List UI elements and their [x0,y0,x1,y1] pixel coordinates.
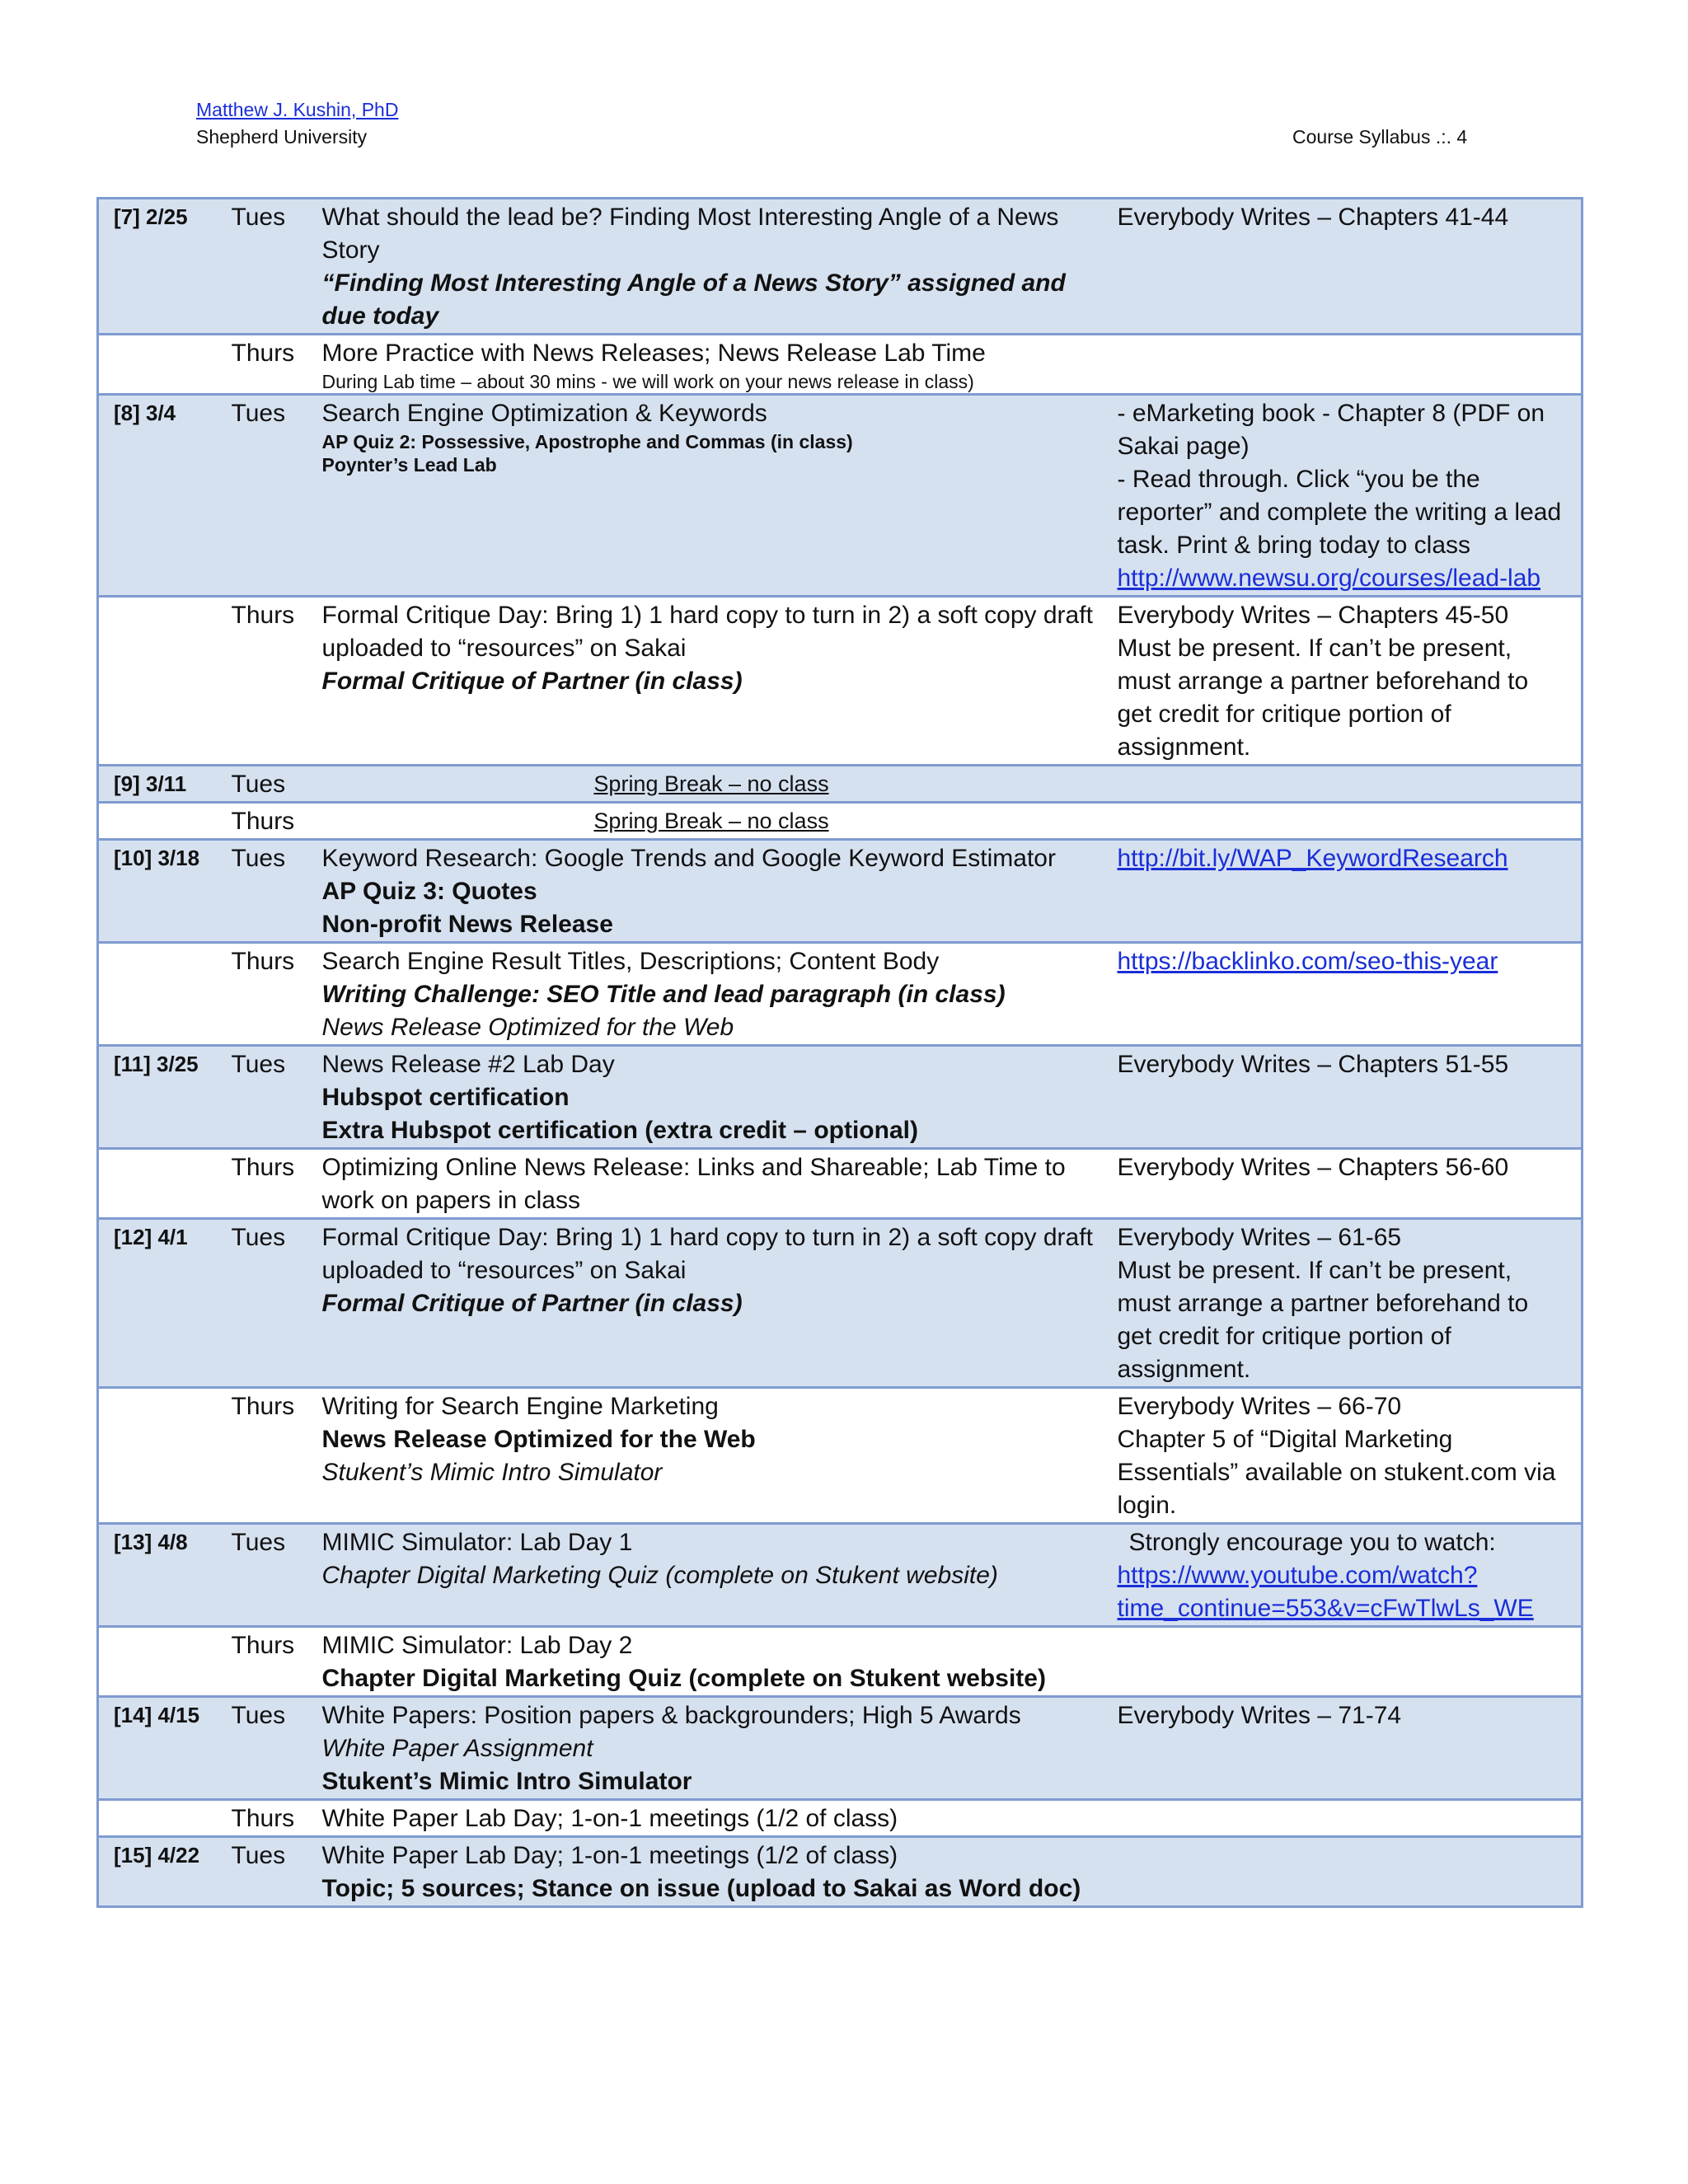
topic-line: Stukent’s Mimic Intro Simulator [321,1459,663,1486]
topic-cell [322,766,1118,803]
week-date-cell: [11] 3/25 [98,1046,232,1149]
schedule-row [98,395,1582,597]
reading-cell [1118,943,1582,1046]
topic-cell [322,1219,1118,1388]
reading-cell [1118,840,1582,943]
schedule-row [98,1837,1582,1907]
topic-line: Hubspot certification [321,1084,570,1111]
topic-line: MIMIC Simulator: Lab Day 1 [321,1529,633,1556]
day-cell: Tues [232,199,322,335]
reading-line: Must be present. If can’t be present, must arrange a partner beforehand to get credit for critique portion of assignment. [1117,635,1529,761]
topic-cell [322,1627,1118,1697]
topic-line: Optimizing Online News Release: Links and Shareable; Lab Time to work on papers in class [321,1154,1066,1214]
day-cell: Tues [232,1697,322,1800]
reading-cell [1118,766,1582,803]
reading-line: - eMarketing book - Chapter 8 (PDF on Sakai page) [1117,400,1545,460]
reading-cell [1118,1524,1582,1627]
reading-cell [1118,1046,1582,1149]
reading-line: - Read through. Click “you be the reporter” and complete the writing a lead task. Print & bring today to class [1117,466,1562,559]
topic-cell [322,1800,1118,1837]
day-cell: Thurs [232,1800,322,1837]
topic-cell [322,1149,1118,1219]
week-date-cell: [7] 2/25 [98,199,232,335]
resource-link[interactable]: http://bit.ly/WAP_KeywordResearch [1117,845,1508,872]
week-date-cell [98,1388,232,1524]
day-cell: Thurs [232,803,322,840]
topic-cell [322,395,1118,597]
reading-cell [1118,1837,1582,1907]
schedule-row [98,943,1582,1046]
topic-line: Spring Break – no class [593,771,829,796]
reading-line: Everybody Writes – Chapters 45-50 [1117,602,1509,629]
resource-link[interactable]: http://www.newsu.org/courses/lead-lab [1117,565,1541,592]
reading-cell [1118,1388,1582,1524]
reading-cell [1118,199,1582,335]
day-cell: Thurs [232,335,322,395]
reading-line: Chapter 5 of “Digital Marketing Essentials” available on stukent.com via login. [1117,1426,1556,1519]
reading-line: Strongly encourage you to watch: [1128,1529,1496,1556]
schedule-row [98,840,1582,943]
topic-line: Spring Break – no class [593,808,829,833]
topic-line: Extra Hubspot certification (extra credit – optional) [321,1117,918,1144]
week-date-cell: [10] 3/18 [98,840,232,943]
topic-line: White Paper Lab Day; 1-on-1 meetings (1/2 of class) [321,1805,898,1832]
topic-cell [322,803,1118,840]
week-date-cell: [13] 4/8 [98,1524,232,1627]
topic-cell [322,1388,1118,1524]
resource-link[interactable]: https://www.youtube.com/watch?time_continue=553&v=cFwTlwLs_WE [1117,1562,1534,1622]
topic-line: What should the lead be? Finding Most Interesting Angle of a News Story [321,204,1059,264]
schedule-row [98,1149,1582,1219]
resource-link[interactable]: https://backlinko.com/seo-this-year [1117,948,1498,975]
reading-cell [1118,335,1582,395]
topic-line: Formal Critique Day: Bring 1) 1 hard copy to turn in 2) a soft copy draft uploaded to “resources” on Sakai [321,1224,1093,1284]
reading-line: Everybody Writes – Chapters 51-55 [1117,1051,1509,1078]
schedule-row [98,1697,1582,1800]
topic-line: Formal Critique of Partner (in class) [321,1290,743,1317]
topic-line: Writing for Search Engine Marketing [321,1393,719,1420]
topic-line: Chapter Digital Marketing Quiz (complete on Stukent website) [321,1665,1046,1692]
schedule-row [98,335,1582,395]
topic-line: MIMIC Simulator: Lab Day 2 [321,1632,633,1659]
schedule-row [98,1219,1582,1388]
topic-cell [322,943,1118,1046]
topic-line: AP Quiz 3: Quotes [321,878,537,905]
topic-line: Formal Critique of Partner (in class) [321,668,743,695]
topic-cell [322,1524,1118,1627]
topic-line: Poynter’s Lead Lab [321,454,497,476]
schedule-row [98,1800,1582,1837]
day-cell: Tues [232,395,322,597]
day-cell: Tues [232,1837,322,1907]
topic-line: More Practice with News Releases; News Release Lab Time [321,340,986,367]
reading-line: Everybody Writes – 71-74 [1117,1702,1402,1729]
topic-line: AP Quiz 2: Possessive, Apostrophe and Commas (in class) [321,431,853,452]
page-label: Course Syllabus .:. 4 [1292,126,1468,148]
reading-cell [1118,1627,1582,1697]
day-cell: Tues [232,1524,322,1627]
week-date-cell [98,943,232,1046]
reading-cell [1118,1149,1582,1219]
week-date-cell [98,1800,232,1837]
topic-cell [322,199,1118,335]
topic-cell [322,1046,1118,1149]
topic-line: “Finding Most Interesting Angle of a News Story” assigned and due today [321,269,1066,330]
week-date-cell [98,803,232,840]
reading-line: Must be present. If can’t be present, must arrange a partner beforehand to get credit for critique portion of assignment. [1117,1257,1529,1383]
reading-cell [1118,395,1582,597]
university-name: Shepherd University [196,126,368,148]
reading-cell [1118,597,1582,766]
week-date-cell: [9] 3/11 [98,766,232,803]
week-date-cell: [14] 4/15 [98,1697,232,1800]
topic-line: Non-profit News Release [321,911,613,938]
schedule-row [98,1046,1582,1149]
topic-line: Writing Challenge: SEO Title and lead paragraph (in class) [321,981,1006,1008]
schedule-table [96,197,1583,1908]
day-cell: Thurs [232,1388,322,1524]
schedule-row [98,1388,1582,1524]
reading-line: Everybody Writes – Chapters 41-44 [1117,204,1509,231]
day-cell: Thurs [232,943,322,1046]
topic-line: News Release #2 Lab Day [321,1051,615,1078]
schedule-row [98,766,1582,803]
day-cell: Thurs [232,597,322,766]
day-cell: Tues [232,1046,322,1149]
schedule-row [98,199,1582,335]
reading-cell [1118,1697,1582,1800]
topic-line: During Lab time – about 30 mins - we will work on your news release in class) [321,371,974,392]
topic-line: Topic; 5 sources; Stance on issue (upload to Sakai as Word doc) [321,1875,1081,1902]
topic-line: Chapter Digital Marketing Quiz (complete on Stukent website) [321,1562,998,1589]
day-cell: Thurs [232,1627,322,1697]
week-date-cell: [15] 4/22 [98,1837,232,1907]
reading-line: Everybody Writes – Chapters 56-60 [1117,1154,1509,1181]
reading-cell [1118,1800,1582,1837]
topic-line: White Paper Lab Day; 1-on-1 meetings (1/2 of class) [321,1842,898,1869]
week-date-cell [98,335,232,395]
author-link[interactable]: Matthew J. Kushin, PhD [196,99,399,120]
topic-line: Search Engine Optimization & Keywords [321,400,767,427]
topic-line: White Papers: Position papers & backgrounders; High 5 Awards [321,1702,1021,1729]
day-cell: Tues [232,1219,322,1388]
topic-line: Formal Critique Day: Bring 1) 1 hard copy to turn in 2) a soft copy draft uploaded to “resources” on Sakai [321,602,1093,662]
topic-cell [322,1837,1118,1907]
schedule-body [98,199,1582,1907]
schedule-row [98,803,1582,840]
week-date-cell: [12] 4/1 [98,1219,232,1388]
week-date-cell [98,1149,232,1219]
topic-line: Keyword Research: Google Trends and Google Keyword Estimator [321,845,1056,872]
day-cell: Thurs [232,1149,322,1219]
topic-line: White Paper Assignment [321,1735,593,1762]
schedule-row [98,597,1582,766]
topic-line: News Release Optimized for the Web [321,1014,734,1041]
reading-line: Everybody Writes – 66-70 [1117,1393,1402,1420]
reading-cell [1118,1219,1582,1388]
topic-line: Search Engine Result Titles, Descriptions; Content Body [321,948,940,975]
day-cell: Tues [232,840,322,943]
day-cell: Tues [232,766,322,803]
week-date-cell [98,597,232,766]
topic-cell [322,840,1118,943]
topic-cell [322,597,1118,766]
topic-cell [322,335,1118,395]
reading-line: Everybody Writes – 61-65 [1117,1224,1402,1251]
reading-cell [1118,803,1582,840]
week-date-cell: [8] 3/4 [98,395,232,597]
schedule-row [98,1627,1582,1697]
topic-line: Stukent’s Mimic Intro Simulator [321,1768,692,1795]
week-date-cell [98,1627,232,1697]
topic-line: News Release Optimized for the Web [321,1426,756,1453]
schedule-row [98,1524,1582,1627]
topic-cell [322,1697,1118,1800]
